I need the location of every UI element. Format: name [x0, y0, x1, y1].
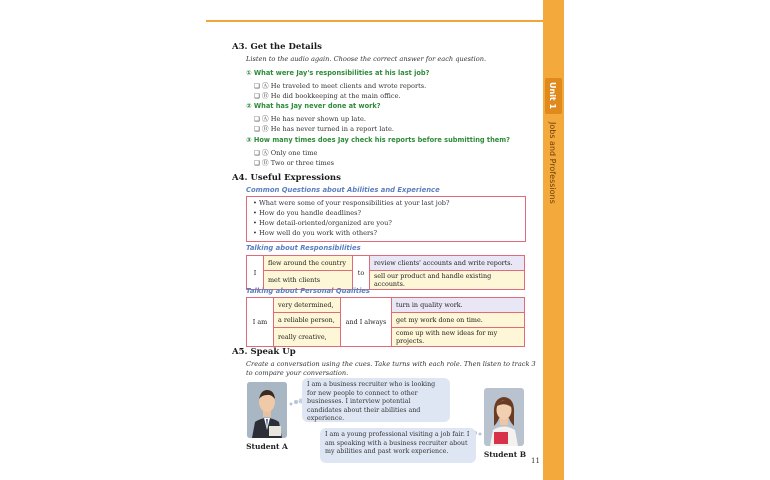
- a3-question-2: ② What has Jay never done at work?: [246, 102, 381, 110]
- qual-subject: I am: [247, 298, 274, 347]
- a5-instruction: Create a conversation using the cues. Take turns with each role. Then listen to track 3 to compare your conversation.: [246, 360, 536, 377]
- a3-question-1: ① What were Jay's responsibilities at his last job?: [246, 69, 430, 77]
- a3-heading: [232, 42, 322, 52]
- a3-q3-option-a[interactable]: ❏ Ⓐ Only one time: [254, 149, 318, 157]
- a4-subheading-responsibilities: Talking about Responsibilities: [246, 244, 361, 252]
- resp-verb-2: met with clients: [264, 271, 353, 290]
- common-question-1: • What were some of your responsibilities at your last job?: [253, 199, 450, 207]
- student-b-photo: [484, 388, 524, 446]
- unit-topic: Jobs and Professions: [548, 122, 557, 204]
- a3-q2-option-a[interactable]: ❏ Ⓐ He has never shown up late.: [254, 115, 366, 123]
- student-a-photo: [247, 382, 287, 438]
- a3-q1-option-b[interactable]: ❏ Ⓑ He did bookkeeping at the main office.: [254, 92, 401, 100]
- a5-title: Speak Up: [250, 347, 296, 357]
- qual-trait-2: a reliable person,: [274, 313, 341, 328]
- student-b-bubble: I am a young professional visiting a job fair. I am speaking with a business recruiter about my abilities and past work experience.: [320, 428, 476, 463]
- qual-trait-1: very determined,: [274, 298, 341, 313]
- common-question-4: • How well do you work with others?: [253, 229, 378, 237]
- student-a-label: Student A: [246, 442, 288, 451]
- a3-q2-option-b[interactable]: ❏ Ⓑ He has never turned in a report late.: [254, 125, 394, 133]
- resp-object-1: review clients' accounts and write reports.: [370, 256, 525, 271]
- a3-question-3: ③ How many times does Jay check his reports before submitting them?: [246, 136, 510, 144]
- qual-trait-3: really creative,: [274, 328, 341, 347]
- a4-title: Useful Expressions: [250, 173, 341, 183]
- a3-title: Get the Details: [250, 42, 322, 52]
- student-a-illustration: [247, 382, 287, 438]
- a3-q1-option-a[interactable]: ❏ Ⓐ He traveled to meet clients and wrote reports.: [254, 82, 427, 90]
- student-a-bubble: I am a business recruiter who is looking for new people to connect to other businesses. I interview potential candidates about their abilities and experience.: [302, 378, 450, 422]
- common-question-2: • How do you handle deadlines?: [253, 209, 362, 217]
- common-questions-box: [246, 196, 526, 242]
- a4-number: A4.: [232, 173, 248, 183]
- a3-instruction: Listen to the audio again. Choose the correct answer for each question.: [246, 55, 487, 63]
- qual-action-3: come up with new ideas for my projects.: [392, 328, 525, 347]
- a3-q3-option-b[interactable]: ❏ Ⓑ Two or three times: [254, 159, 335, 167]
- student-b-label: Student B: [483, 450, 527, 459]
- qual-action-2: get my work done on time.: [392, 313, 525, 328]
- a4-subheading-questions: Common Questions about Abilities and Experience: [246, 186, 440, 194]
- common-question-3: • How detail-oriented/organized are you?: [253, 219, 392, 227]
- resp-subject: I: [247, 256, 264, 290]
- unit-label: Unit 1: [548, 82, 557, 110]
- top-rule: [206, 20, 558, 22]
- a4-subheading-qualities: Talking about Personal Qualities: [246, 287, 370, 295]
- resp-object-2: sell our product and handle existing accounts.: [370, 271, 525, 290]
- qual-link: and I always: [341, 298, 392, 347]
- a5-number: A5.: [232, 347, 248, 357]
- resp-verb-1: flew around the country: [264, 256, 353, 271]
- a3-number: A3.: [232, 42, 248, 52]
- page-number: 11: [531, 457, 540, 465]
- student-b-illustration: [484, 388, 524, 446]
- a5-heading: [232, 347, 296, 357]
- resp-link: to: [353, 256, 370, 290]
- unit-tab: [543, 0, 564, 480]
- responsibilities-table: [246, 255, 525, 290]
- a4-heading: [232, 173, 341, 183]
- qualities-table: [246, 297, 525, 347]
- qual-action-1: turn in quality work.: [392, 298, 525, 313]
